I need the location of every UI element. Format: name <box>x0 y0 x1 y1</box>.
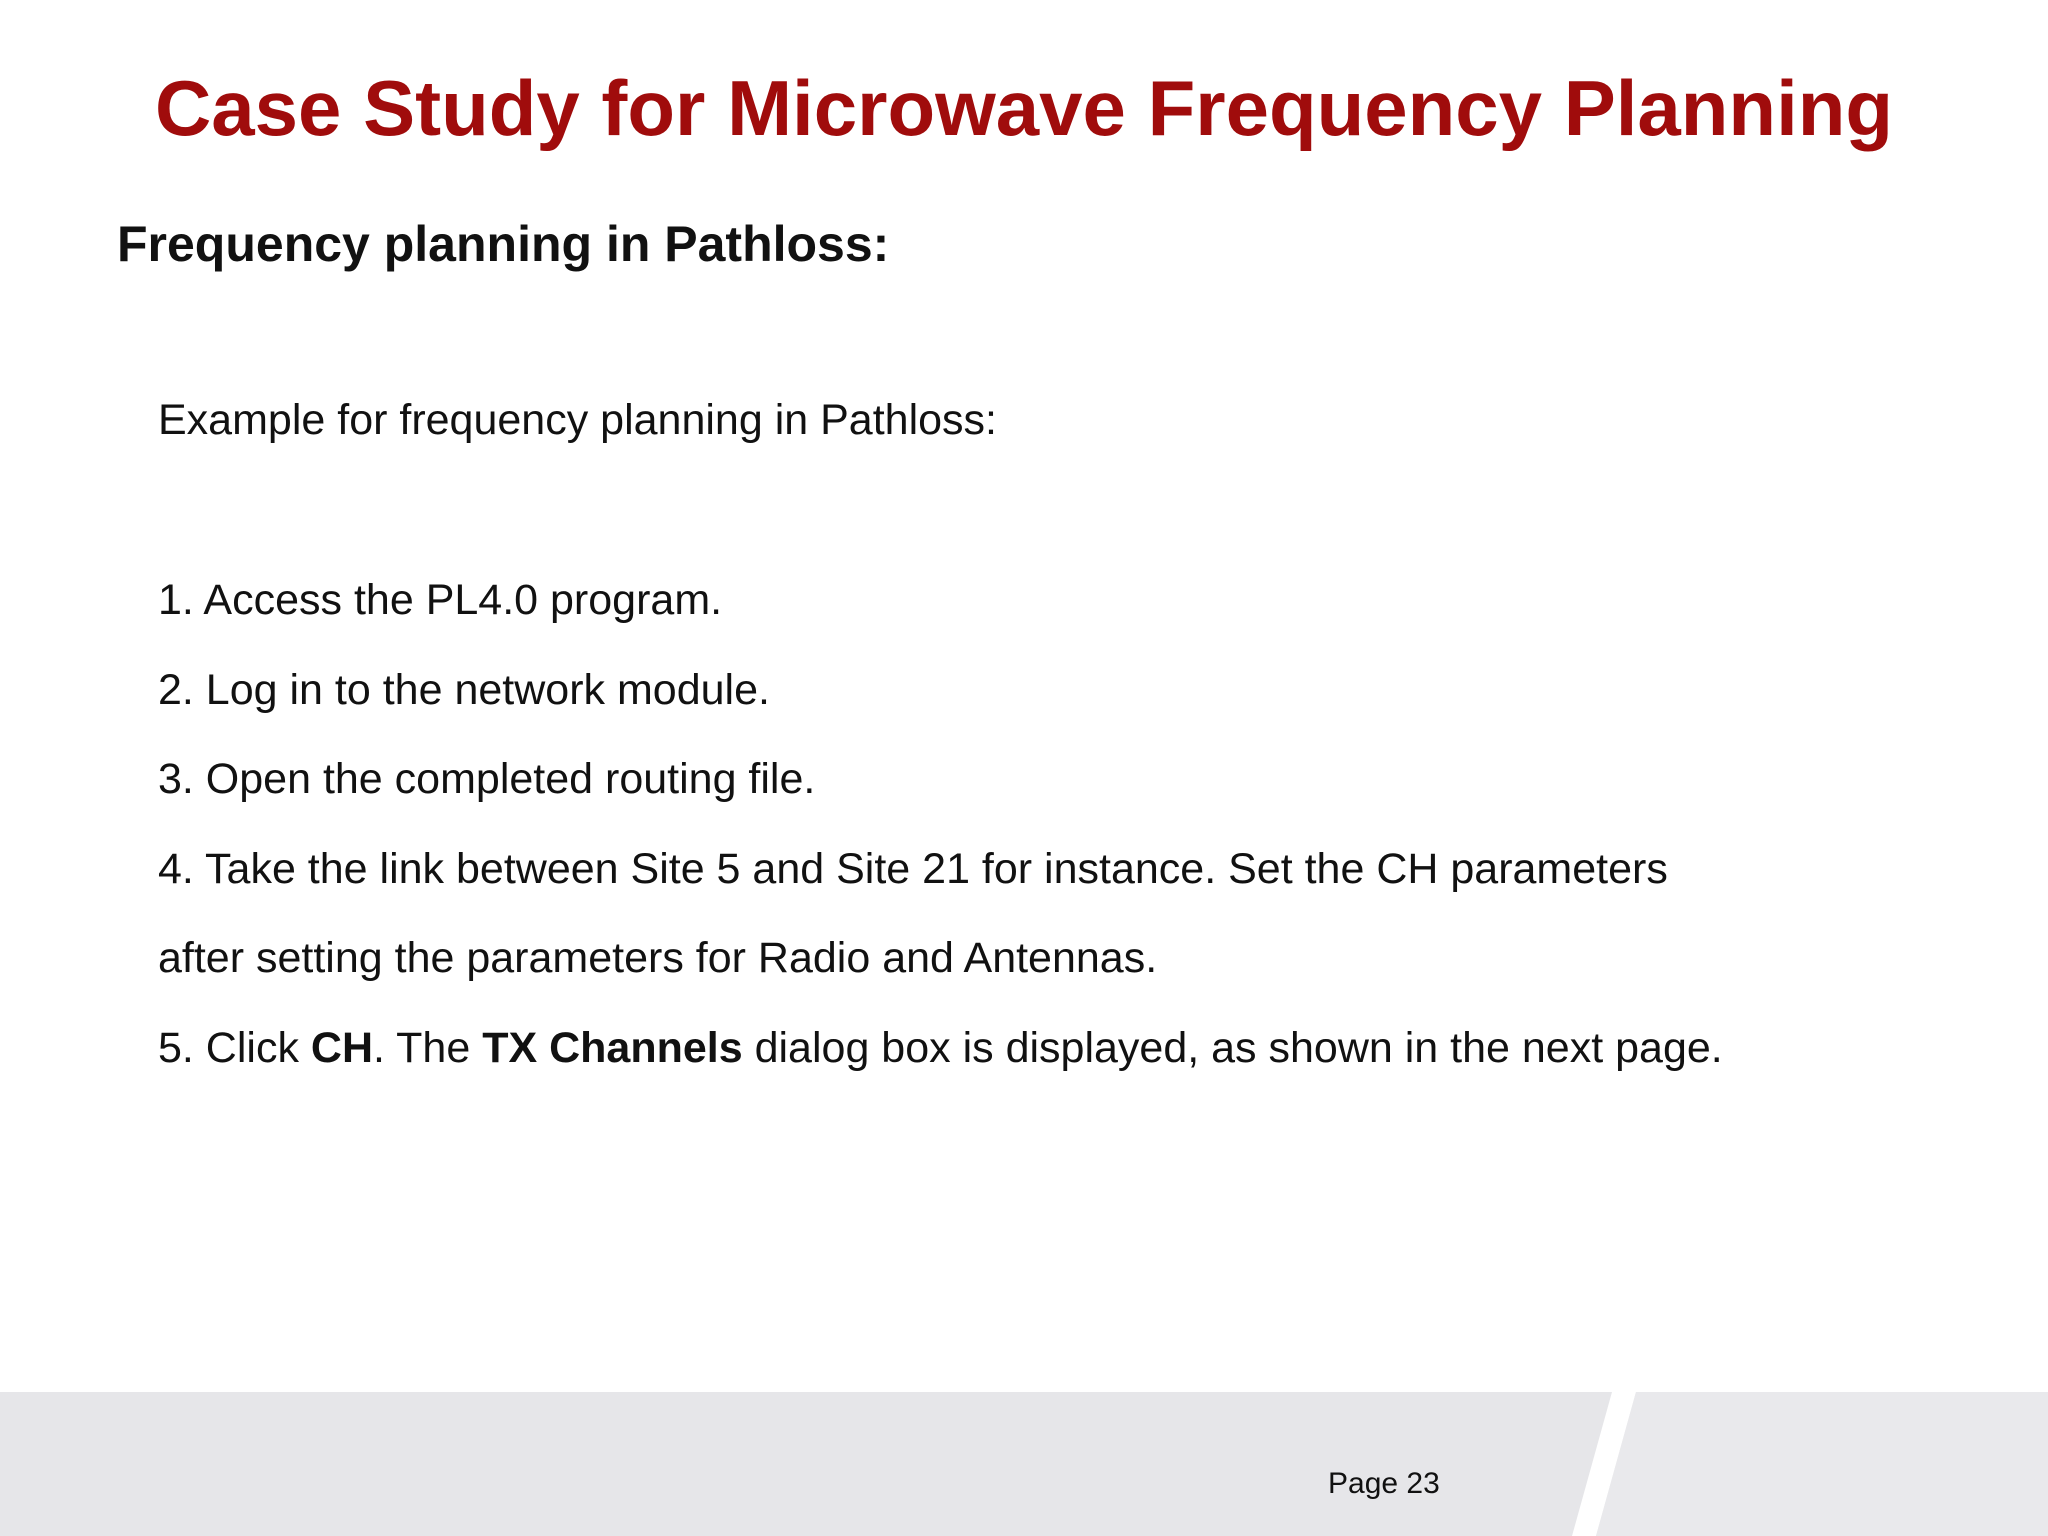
slide-title: Case Study for Microwave Frequency Planning <box>154 64 1894 152</box>
step-4-continued: after setting the parameters for Radio and Antennas. <box>158 934 1158 982</box>
step-2: 2. Log in to the network module. <box>158 665 770 714</box>
step-3: 3. Open the completed routing file. <box>158 755 816 803</box>
steps-list <box>158 556 2008 1093</box>
footer-stripe-decoration <box>0 1392 2048 1536</box>
footer-right-shade <box>1596 1392 2048 1536</box>
intro-text: Example for frequency planning in Pathloss: <box>158 396 997 444</box>
step-5 <box>158 1004 2008 1094</box>
step-4: 4. Take the link between Site 5 and Site 21 for instance. Set the CH parameters <box>158 844 1668 893</box>
step-5-middle: . The <box>373 1023 483 1072</box>
step-1: 1. Access the PL4.0 program. <box>158 576 723 624</box>
step-5-ch-label: CH <box>310 1023 374 1072</box>
step-5-suffix: dialog box is displayed, as shown in the next page. <box>742 1023 1723 1072</box>
step-5-prefix: 5. Click <box>158 1023 311 1072</box>
step-5-tx-channels-label: TX Channels <box>482 1023 743 1072</box>
section-heading: Frequency planning in Pathloss: <box>117 216 890 272</box>
page-number: Page 23 <box>1328 1467 1440 1500</box>
